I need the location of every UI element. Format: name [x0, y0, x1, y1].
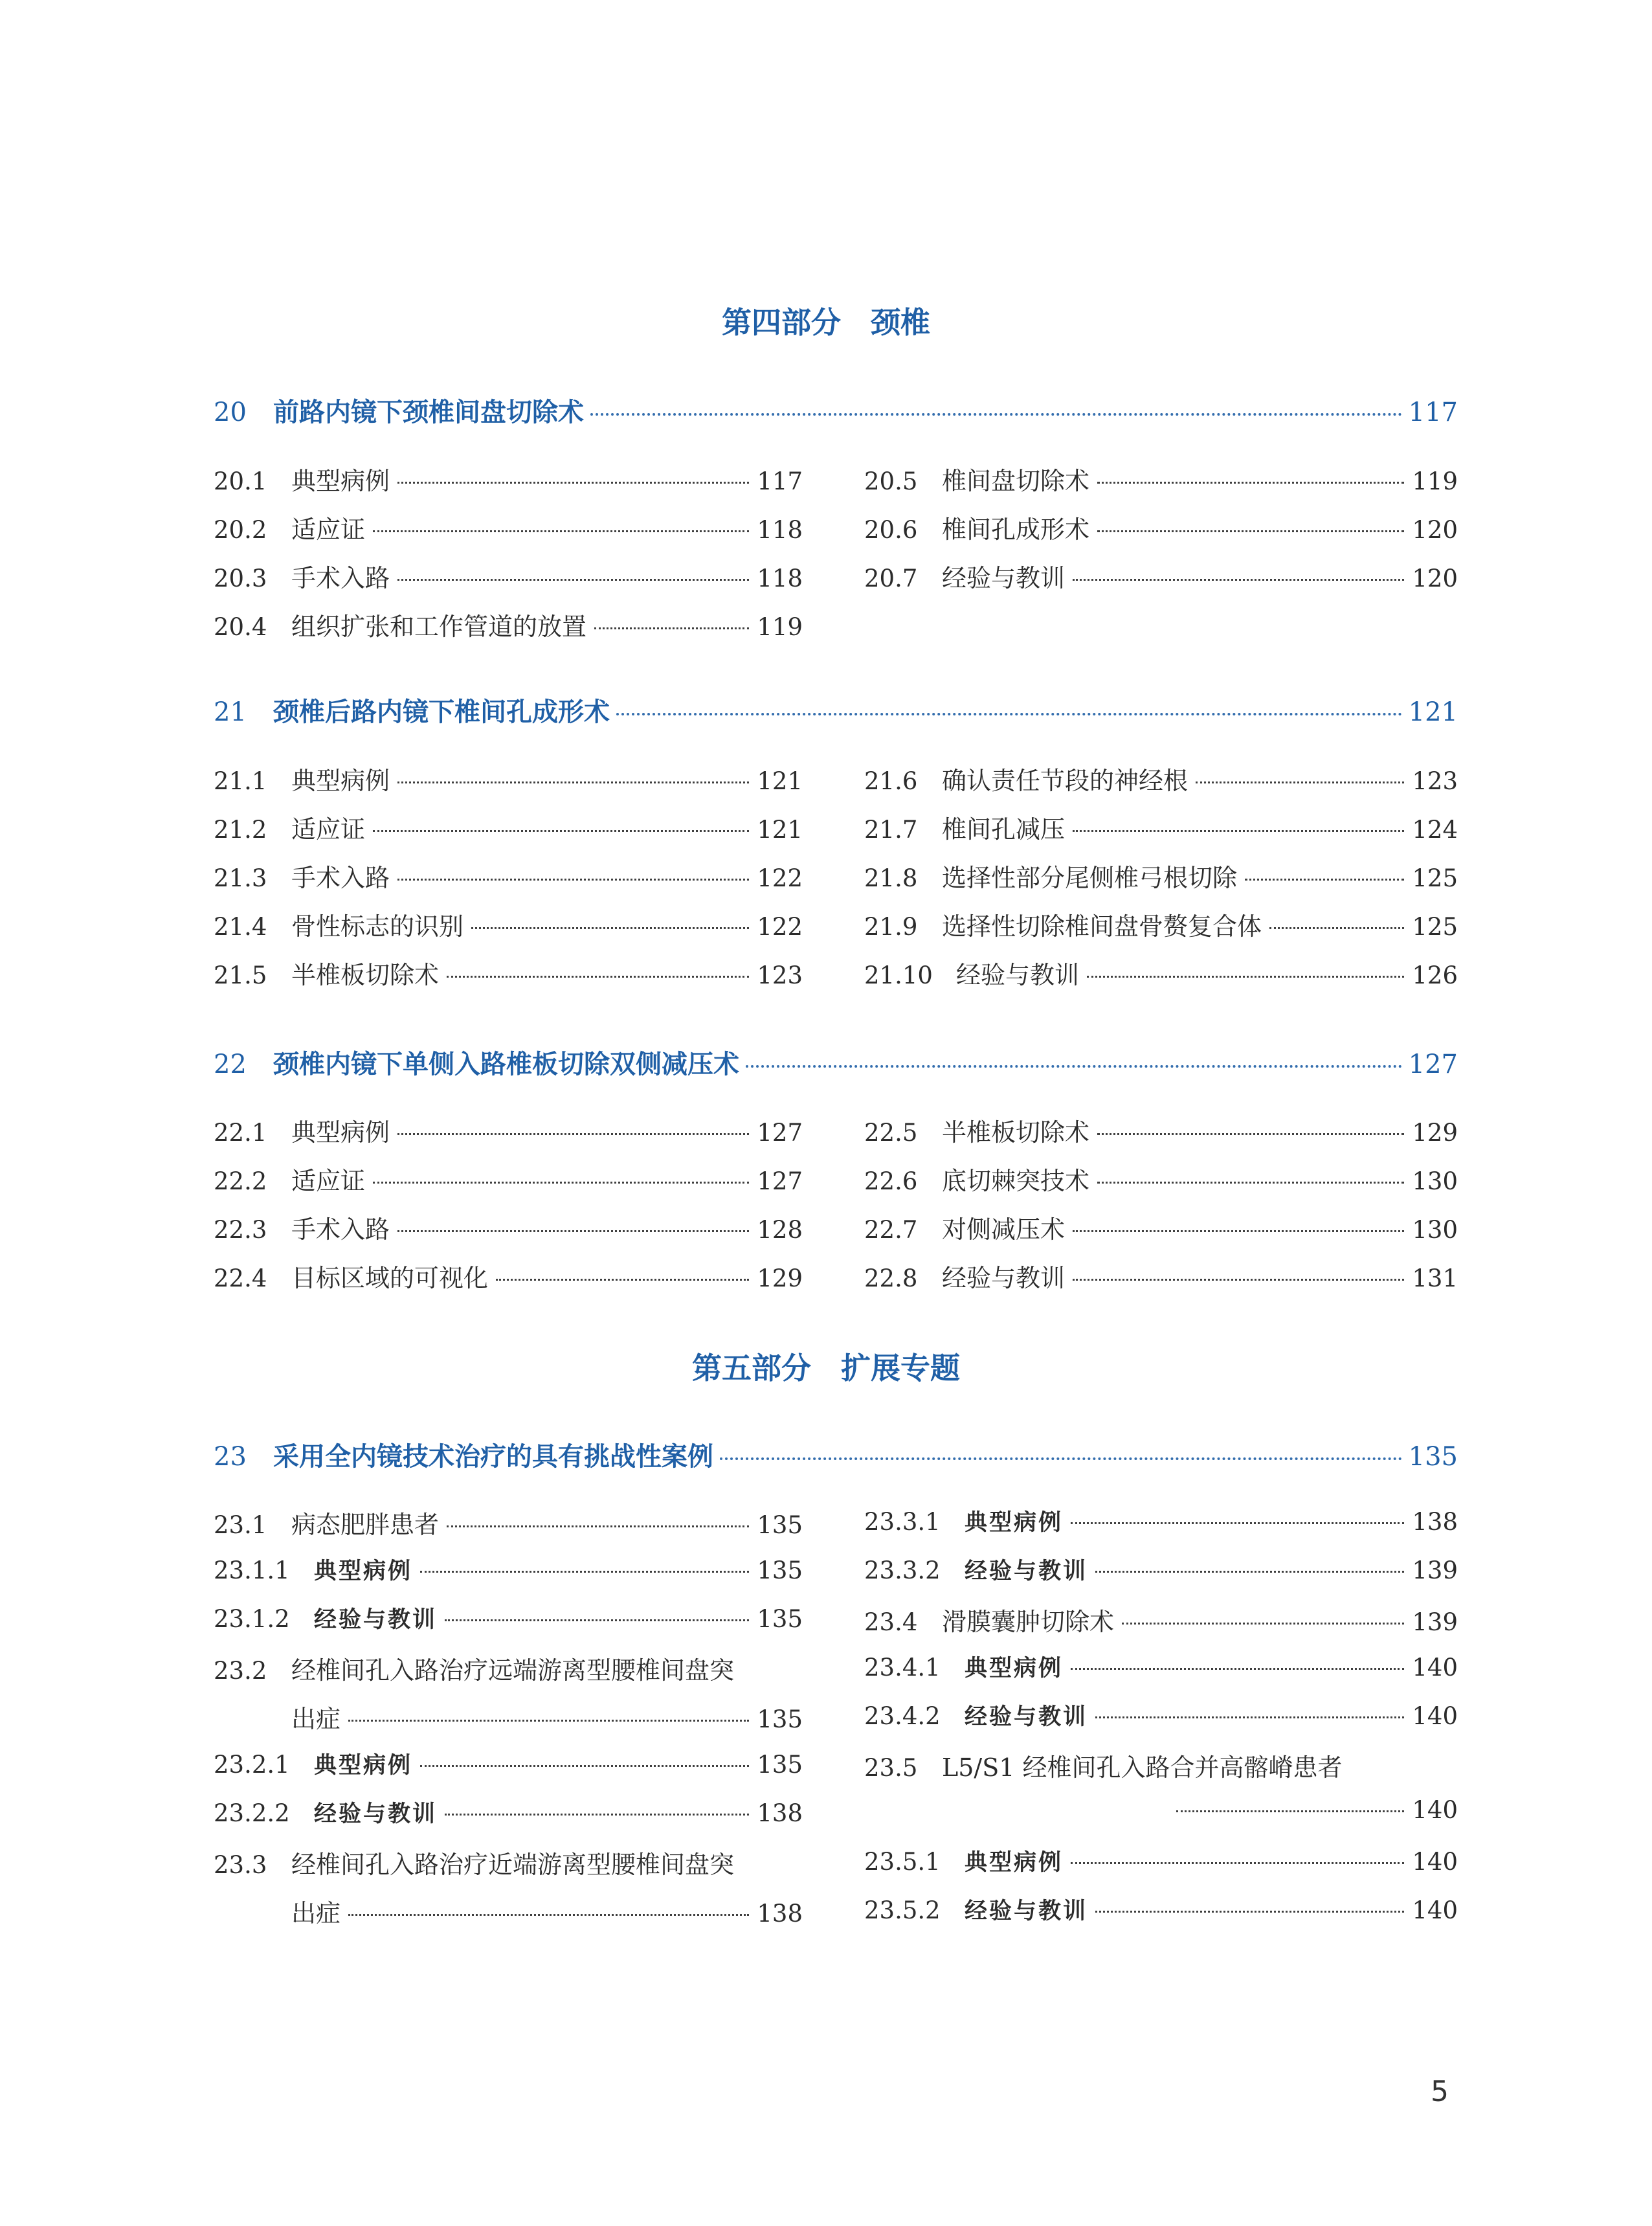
section-page: 128: [757, 1216, 803, 1244]
section-page: 129: [1412, 1119, 1458, 1147]
section-page: 122: [757, 864, 803, 892]
section-page: 123: [757, 961, 803, 989]
section-number: 23.1.2: [214, 1605, 290, 1633]
section-title: 经椎间孔入路治疗远端游离型腰椎间盘突: [291, 1656, 735, 1685]
toc-entry-22-5[interactable]: [864, 1112, 1458, 1149]
section-number: 23.4.2: [864, 1702, 941, 1730]
dot-leader: [1196, 781, 1404, 783]
toc-entry-23-4-1[interactable]: [864, 1650, 1458, 1687]
section-page: 122: [757, 913, 803, 941]
dot-leader: [397, 1133, 749, 1135]
section-number: 20.7: [864, 565, 918, 592]
section-title: 滑膜囊肿切除术: [942, 1608, 1115, 1636]
toc-entry-23-1[interactable]: [214, 1505, 803, 1541]
section-number: 23.2.2: [214, 1799, 290, 1827]
chapter-page: 127: [1408, 1050, 1458, 1079]
toc-entry-21-3[interactable]: [214, 858, 803, 894]
section-number: 20.5: [864, 467, 918, 495]
toc-entry-21-6[interactable]: [864, 761, 1458, 797]
chapter-number: 20: [214, 398, 247, 427]
dot-leader: [397, 482, 749, 484]
section-number: 20.4: [214, 613, 267, 641]
dot-leader: [1073, 830, 1404, 832]
dot-leader: [496, 1279, 749, 1281]
section-number: 22.4: [214, 1265, 267, 1292]
section-title: 典型病例: [965, 1849, 1064, 1876]
section-page: 124: [1412, 816, 1458, 844]
section-page: 123: [1412, 767, 1458, 795]
section-title: 典型病例: [314, 1558, 413, 1584]
toc-entry-20-1[interactable]: [214, 461, 803, 497]
section-number: 21.8: [864, 864, 918, 892]
section-title: 选择性切除椎间盘骨赘复合体: [942, 912, 1262, 941]
section-title: 目标区域的可视化: [291, 1264, 489, 1292]
section-number: 23.5.2: [864, 1896, 941, 1924]
section-page: 138: [757, 1799, 803, 1827]
section-title: 经验与教训: [314, 1801, 438, 1827]
chapter-title: 颈椎后路内镜下椎间孔成形术: [273, 697, 610, 727]
dot-leader: [590, 413, 1402, 416]
toc-entry-20-3[interactable]: [214, 558, 803, 594]
dot-leader: [348, 1720, 749, 1722]
toc-entry-21-10[interactable]: [864, 955, 1458, 991]
section-number: 21.4: [214, 913, 267, 941]
section-number: 23.5: [864, 1754, 918, 1782]
section-title: 经验与教训: [965, 1558, 1088, 1584]
chapter-title: 前路内镜下颈椎间盘切除术: [273, 398, 584, 427]
section-number: 23.1.1: [214, 1557, 290, 1584]
dot-leader: [397, 781, 749, 783]
dot-leader: [420, 1765, 749, 1767]
toc-entry-23-5-1[interactable]: [864, 1845, 1458, 1881]
section-page: 135: [757, 1605, 803, 1633]
toc-entry-23-2-cont[interactable]: [214, 1699, 803, 1735]
toc-entry-23-1-1[interactable]: [214, 1553, 803, 1590]
dot-leader: [471, 927, 749, 929]
chapter-21-entry[interactable]: [214, 691, 1458, 730]
section-page: 140: [1412, 1654, 1458, 1681]
section-title: 适应证: [291, 1167, 366, 1195]
dot-leader: [746, 1065, 1402, 1068]
section-number: 20.1: [214, 467, 267, 495]
toc-entry-21-4[interactable]: [214, 906, 803, 943]
section-title: 半椎板切除术: [291, 961, 440, 989]
section-page: 118: [757, 565, 803, 592]
dot-leader: [445, 1619, 749, 1621]
section-page: 135: [757, 1511, 803, 1539]
dot-leader: [373, 830, 749, 832]
chapter-number: 23: [214, 1442, 247, 1472]
toc-entry-23-3[interactable]: [214, 1845, 803, 1881]
toc-entry-20-6[interactable]: [864, 510, 1458, 546]
section-title: 手术入路: [291, 864, 390, 892]
section-title: 半椎板切除术: [942, 1118, 1090, 1147]
toc-entry-21-8[interactable]: [864, 858, 1458, 894]
section-title: 手术入路: [291, 1215, 390, 1244]
section-title: 椎间盘切除术: [942, 467, 1090, 495]
section-title: 经椎间孔入路治疗近端游离型腰椎间盘突: [291, 1850, 735, 1879]
section-number: 20.2: [214, 516, 267, 544]
section-number: 20.3: [214, 565, 267, 592]
section-page: 125: [1412, 913, 1458, 941]
dot-leader: [1095, 1911, 1404, 1913]
chapter-page: 135: [1408, 1442, 1458, 1472]
toc-entry-21-9[interactable]: [864, 906, 1458, 943]
section-title: 经验与教训: [942, 1264, 1066, 1292]
section-title: 经验与教训: [965, 1703, 1088, 1730]
section-page: 139: [1412, 1608, 1458, 1636]
dot-leader: [373, 530, 749, 532]
section-page: 117: [757, 467, 803, 495]
section-page: 140: [1412, 1796, 1458, 1824]
section-number: 21.1: [214, 767, 267, 795]
section-title: 病态肥胖患者: [291, 1511, 440, 1539]
section-number: 21.7: [864, 816, 918, 844]
toc-entry-21-7[interactable]: [864, 809, 1458, 846]
dot-leader: [720, 1457, 1402, 1460]
toc-entry-23-2[interactable]: [214, 1650, 803, 1687]
dot-leader: [1097, 530, 1404, 532]
section-title: 典型病例: [965, 1509, 1064, 1536]
section-number: 22.6: [864, 1167, 918, 1195]
part-title: 第四部分 颈椎: [722, 305, 930, 340]
section-number: 22.1: [214, 1119, 267, 1147]
toc-entry-23-3-2[interactable]: [864, 1553, 1458, 1590]
section-number: 23.4: [864, 1608, 918, 1636]
dot-leader: [1097, 1133, 1404, 1135]
section-page: 120: [1412, 565, 1458, 592]
dot-leader: [420, 1571, 749, 1573]
toc-entry-20-7[interactable]: [864, 558, 1458, 594]
dot-leader: [1245, 879, 1404, 881]
section-number: 23.4.1: [864, 1654, 941, 1681]
section-title: 椎间孔减压: [942, 815, 1066, 844]
dot-leader: [594, 627, 749, 629]
section-title: 手术入路: [291, 564, 390, 592]
toc-entry-23-5-2[interactable]: [864, 1893, 1458, 1929]
section-title: 经验与教训: [314, 1606, 438, 1633]
toc-entry-23-1-2[interactable]: [214, 1602, 803, 1638]
section-title: 经验与教训: [956, 961, 1080, 989]
toc-entry-21-2[interactable]: [214, 809, 803, 846]
section-number: 23.3: [214, 1851, 267, 1879]
section-page: 121: [757, 816, 803, 844]
section-number: 22.3: [214, 1216, 267, 1244]
toc-entry-20-4[interactable]: [214, 607, 803, 643]
toc-entry-22-8[interactable]: [864, 1258, 1458, 1294]
section-number: 22.5: [864, 1119, 918, 1147]
dot-leader: [1073, 1279, 1404, 1281]
dot-leader: [397, 579, 749, 581]
dot-leader: [1097, 1182, 1404, 1184]
section-number: 21.3: [214, 864, 267, 892]
section-number: 22.8: [864, 1265, 918, 1292]
toc-entry-23-3-1[interactable]: [864, 1505, 1458, 1541]
section-number: 21.6: [864, 767, 918, 795]
section-number: 21.2: [214, 816, 267, 844]
toc-entry-22-1[interactable]: [214, 1112, 803, 1149]
section-page: 127: [757, 1119, 803, 1147]
section-title: 典型病例: [291, 467, 390, 495]
dot-leader: [1087, 976, 1404, 978]
section-number: 21.5: [214, 961, 267, 989]
section-page: 131: [1412, 1265, 1458, 1292]
section-page: 118: [757, 516, 803, 544]
toc-entry-21-5[interactable]: [214, 955, 803, 991]
dot-leader: [1176, 1810, 1404, 1812]
section-title: 典型病例: [314, 1752, 413, 1779]
toc-entry-22-7[interactable]: [864, 1209, 1458, 1246]
section-title: 经验与教训: [942, 564, 1066, 592]
dot-leader: [445, 1814, 749, 1816]
toc-entry-22-6[interactable]: [864, 1161, 1458, 1197]
toc-entry-21-1[interactable]: [214, 761, 803, 797]
dot-leader: [1095, 1716, 1404, 1718]
toc-entry-23-4[interactable]: [864, 1602, 1458, 1638]
section-title: 底切棘突技术: [942, 1167, 1090, 1195]
section-page: 135: [757, 1705, 803, 1733]
section-page: 140: [1412, 1702, 1458, 1730]
section-number: 22.2: [214, 1167, 267, 1195]
section-title: L5/S1 经椎间孔入路合并高髂嵴患者: [942, 1753, 1343, 1782]
section-title: 经验与教训: [965, 1898, 1088, 1924]
toc-entry-23-5-cont[interactable]: [864, 1796, 1458, 1832]
toc-entry-23-2-2[interactable]: [214, 1796, 803, 1832]
section-page: 135: [757, 1557, 803, 1584]
section-page: 138: [757, 1900, 803, 1928]
section-page: 120: [1412, 516, 1458, 544]
section-number: 23.2: [214, 1657, 267, 1685]
section-page: 140: [1412, 1896, 1458, 1924]
toc-entry-22-3[interactable]: [214, 1209, 803, 1246]
section-title: 确认责任节段的神经根: [942, 767, 1189, 795]
section-page: 126: [1412, 961, 1458, 989]
section-title: 典型病例: [291, 767, 390, 795]
dot-leader: [348, 1914, 749, 1916]
dot-leader: [1073, 579, 1404, 581]
chapter-20-entry[interactable]: [214, 392, 1458, 431]
dot-leader: [373, 1182, 749, 1184]
chapter-page: 117: [1408, 398, 1458, 427]
section-title: 组织扩张和工作管道的放置: [291, 613, 587, 641]
dot-leader: [1071, 1522, 1404, 1524]
section-page: 119: [1412, 467, 1458, 495]
dot-leader: [447, 976, 749, 978]
section-title: 选择性部分尾侧椎弓根切除: [942, 864, 1238, 892]
section-page: 138: [1412, 1508, 1458, 1536]
dot-leader: [1097, 482, 1404, 484]
part-title: 第五部分 扩展专题: [692, 1351, 960, 1386]
dot-leader: [397, 879, 749, 881]
section-title: 适应证: [291, 815, 366, 844]
section-number: 23.5.1: [864, 1848, 941, 1876]
chapter-title: 颈椎内镜下单侧入路椎板切除双侧减压术: [273, 1050, 739, 1079]
section-page: 130: [1412, 1167, 1458, 1195]
section-page: 127: [757, 1167, 803, 1195]
dot-leader: [397, 1230, 749, 1232]
dot-leader: [1122, 1623, 1404, 1625]
section-title: 典型病例: [965, 1655, 1064, 1681]
section-number: 22.7: [864, 1216, 918, 1244]
section-page: 129: [757, 1265, 803, 1292]
section-title: 骨性标志的识别: [291, 912, 464, 941]
section-number: 23.1: [214, 1511, 267, 1539]
section-page: 139: [1412, 1557, 1458, 1584]
dot-leader: [1269, 927, 1404, 929]
section-page: 135: [757, 1751, 803, 1779]
toc-entry-23-4-2[interactable]: [864, 1699, 1458, 1735]
chapter-22-entry[interactable]: [214, 1044, 1458, 1083]
section-number: 23.2.1: [214, 1751, 290, 1779]
section-title-continued: 出症: [291, 1899, 341, 1928]
dot-leader: [1071, 1862, 1404, 1864]
toc-entry-20-5[interactable]: [864, 461, 1458, 497]
dot-leader: [1073, 1230, 1404, 1232]
section-title: 对侧减压术: [942, 1215, 1066, 1244]
toc-entry-23-3-cont[interactable]: [214, 1893, 803, 1929]
toc-entry-23-2-1[interactable]: [214, 1748, 803, 1784]
dot-leader: [447, 1525, 749, 1527]
section-page: 130: [1412, 1216, 1458, 1244]
dot-leader: [1095, 1571, 1404, 1573]
toc-entry-23-5[interactable]: [864, 1748, 1458, 1784]
page-number: 5: [1431, 2075, 1449, 2108]
dot-leader: [616, 713, 1402, 715]
section-title-continued: 出症: [291, 1705, 341, 1733]
section-page: 125: [1412, 864, 1458, 892]
section-title: 典型病例: [291, 1118, 390, 1147]
toc-entry-22-4[interactable]: [214, 1258, 803, 1294]
section-number: 21.10: [864, 961, 933, 989]
section-number: 21.9: [864, 913, 918, 941]
section-page: 121: [757, 767, 803, 795]
chapter-title: 采用全内镜技术治疗的具有挑战性案例: [273, 1442, 713, 1472]
section-title: 适应证: [291, 515, 366, 544]
toc-entry-22-2[interactable]: [214, 1161, 803, 1197]
toc-entry-20-2[interactable]: [214, 510, 803, 546]
section-page: 119: [757, 613, 803, 641]
section-page: 140: [1412, 1848, 1458, 1876]
section-title: 椎间孔成形术: [942, 515, 1090, 544]
section-number: 23.3.1: [864, 1508, 941, 1536]
chapter-23-entry[interactable]: [214, 1436, 1458, 1475]
chapter-number: 22: [214, 1050, 247, 1079]
chapter-number: 21: [214, 697, 247, 727]
dot-leader: [1071, 1668, 1404, 1670]
section-number: 23.3.2: [864, 1557, 941, 1584]
section-number: 20.6: [864, 516, 918, 544]
chapter-page: 121: [1408, 697, 1458, 727]
